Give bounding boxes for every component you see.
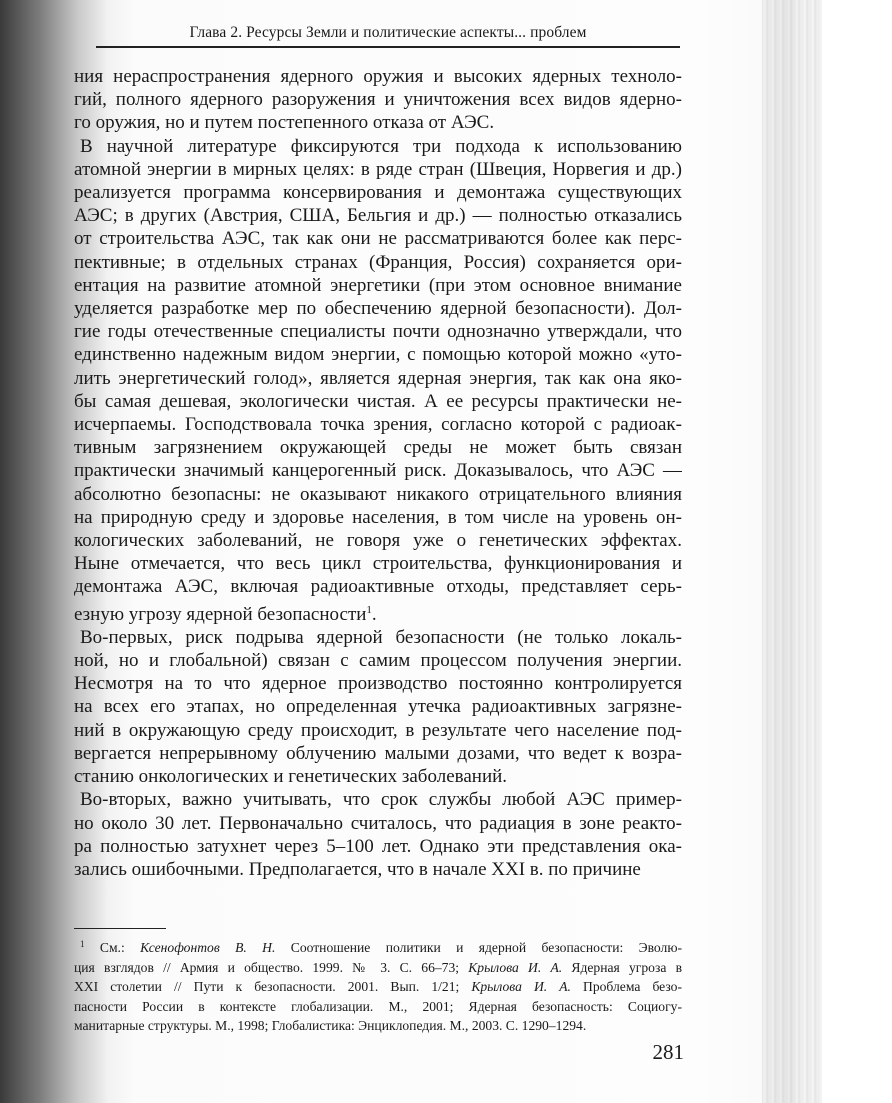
- text-line: на природную среду и здоровье населения, в том числе на уровень он-: [74, 506, 682, 528]
- footnote-line: [74, 1016, 682, 1036]
- footnote-line: [74, 997, 682, 1017]
- page-number: 281: [652, 1040, 684, 1064]
- text-line: от строительства АЭС, так как они не рассматриваются более как перс-: [74, 228, 682, 250]
- footnote-author: Крылова И. А.: [471, 979, 571, 994]
- text-line: пективные; в отдельных странах (Франция, Россия) сохраняется ори-: [74, 251, 682, 273]
- paragraph: [74, 65, 682, 135]
- header-rule: [96, 46, 680, 48]
- footnote-text: См.:: [99, 940, 141, 955]
- footnote-text: пасности России в контексте глобализации. М., 2001; Ядерная безопасность: Социогу-: [74, 998, 682, 1014]
- footnote-line: [74, 977, 682, 997]
- text-line: станию онкологических и генетических заболеваний.: [74, 766, 508, 788]
- text-line: ра полностью затухнет через 5–100 лет. Однако эти представления ока-: [74, 835, 682, 857]
- body-text: [74, 65, 682, 881]
- text-line: единственно надежным видом энергии, с помощью которой можно «уто-: [74, 344, 682, 366]
- text-line: демонтажа АЭС, включая радиоактивные отходы, представляет серь-: [74, 576, 682, 598]
- text-line: ний в окружающую среду происходит, в результате чего население под-: [74, 719, 682, 741]
- footnote: [74, 935, 682, 1036]
- paragraph: [74, 135, 682, 626]
- text-line: Во-вторых, важно учитывать, что срок службы любой АЭС пример-: [80, 789, 682, 811]
- text-line: ния нераспространения ядерного оружия и высоких ядерных техноло-: [74, 66, 682, 87]
- text-line: на всех его этапах, но определенная утечка радиоактивных загрязне-: [74, 696, 682, 718]
- footnote-reference[interactable]: 1: [366, 603, 372, 616]
- footnote-text: манитарные структуры. М., 1998; Глобалистика: Энциклопедия. М., 2003. С. 1290–1294.: [74, 1018, 587, 1033]
- text-line: уделяется разработке мер по обеспечению ядерной безопасности). Дол-: [74, 298, 682, 320]
- text-line: В научной литературе фиксируются три подхода к использованию: [80, 135, 682, 157]
- text-line: гие годы отечественные специалисты почти однозначно утверждали, что: [74, 321, 682, 343]
- text-line: вергается непрерывному облучению малыми дозами, что ведет к возра-: [74, 742, 682, 764]
- text-line: гий, полного ядерного разоружения и уничтожения всех видов ядерно-: [74, 89, 682, 111]
- footnote-line: [74, 935, 682, 958]
- paragraph: [74, 626, 682, 788]
- text-line: го оружия, но и путем постепенного отказа от АЭС.: [74, 112, 495, 134]
- paragraph: [74, 788, 682, 881]
- footnote-rule: [74, 928, 166, 929]
- text-line: ентация на развитие атомной энергетики (при этом основное внимание: [74, 274, 682, 296]
- text-line: практически значимый канцерогенный риск. Доказывалось, что АЭС —: [74, 460, 682, 482]
- text-line: кологических заболеваний, не говоря уже о генетических эффектах.: [74, 530, 682, 552]
- footnote-author: Крылова И. А.: [468, 959, 563, 975]
- text-line: езную угрозу ядерной безопасности$^1$.: [74, 603, 377, 625]
- text-line: лить энергетический голод», является ядерная энергия, так как она яко-: [74, 367, 682, 389]
- text-line: бы самая дешевая, экологически чистая. А ее ресурсы практически не-: [74, 390, 682, 412]
- page-edge-shadow: [762, 0, 822, 1103]
- text-line: Во-первых, риск подрыва ядерной безопасности (не только локаль-: [80, 626, 682, 648]
- footnote-text: XXI столетии // Пути к безопасности. 2001. Вып. 1/21;: [74, 979, 472, 994]
- footnote-text: Ядерная угроза в: [562, 959, 682, 975]
- footnote-line: [74, 958, 682, 978]
- text-line: АЭС; в других (Австрия, США, Бельгия и др.) — полностью отказались: [74, 205, 682, 227]
- text-line: абсолютно безопасны: не оказывают никакого отрицательного влияния: [74, 483, 682, 505]
- text-line: исчерпаемы. Господствовала точка зрения, согласно которой с радиоак-: [74, 414, 682, 436]
- text-line: зались ошибочными. Предполагается, что в начале XXI в. по причине: [74, 858, 641, 880]
- footnote-text: Соотношение политики и ядерной безопасности: Эволю-: [275, 940, 682, 955]
- footnote-text: Проблема безо-: [570, 979, 682, 994]
- text-line: атомной энергии в мирных целях: в ряде стран (Швеция, Норвегия и др.): [74, 158, 682, 180]
- text-line: Несмотря на то что ядерное производство постоянно контролируется: [74, 673, 682, 695]
- text-line: тивным загрязнением окружающей среды не может быть связан: [74, 437, 682, 459]
- text-line: Ныне отмечается, что весь цикл строительства, функционирования и: [74, 553, 682, 575]
- footnote-mark: 1: [80, 939, 85, 949]
- text-line: но около 30 лет. Первоначально считалось, что радиация в зоне реакто-: [74, 812, 682, 834]
- text-line: реализуется программа консервирования и демонтажа существующих: [74, 182, 682, 204]
- text-line: ной, но и глобальной) связан с самим процессом получения энергии.: [74, 650, 682, 672]
- footnote-text: ция взглядов // Армия и общество. 1999. № 3. С. 66–73;: [74, 959, 469, 975]
- footnote-author: Ксенофонтов В. Н.: [140, 940, 276, 955]
- running-head: Глава 2. Ресурсы Земли и политические аспекты... проблем: [189, 24, 587, 41]
